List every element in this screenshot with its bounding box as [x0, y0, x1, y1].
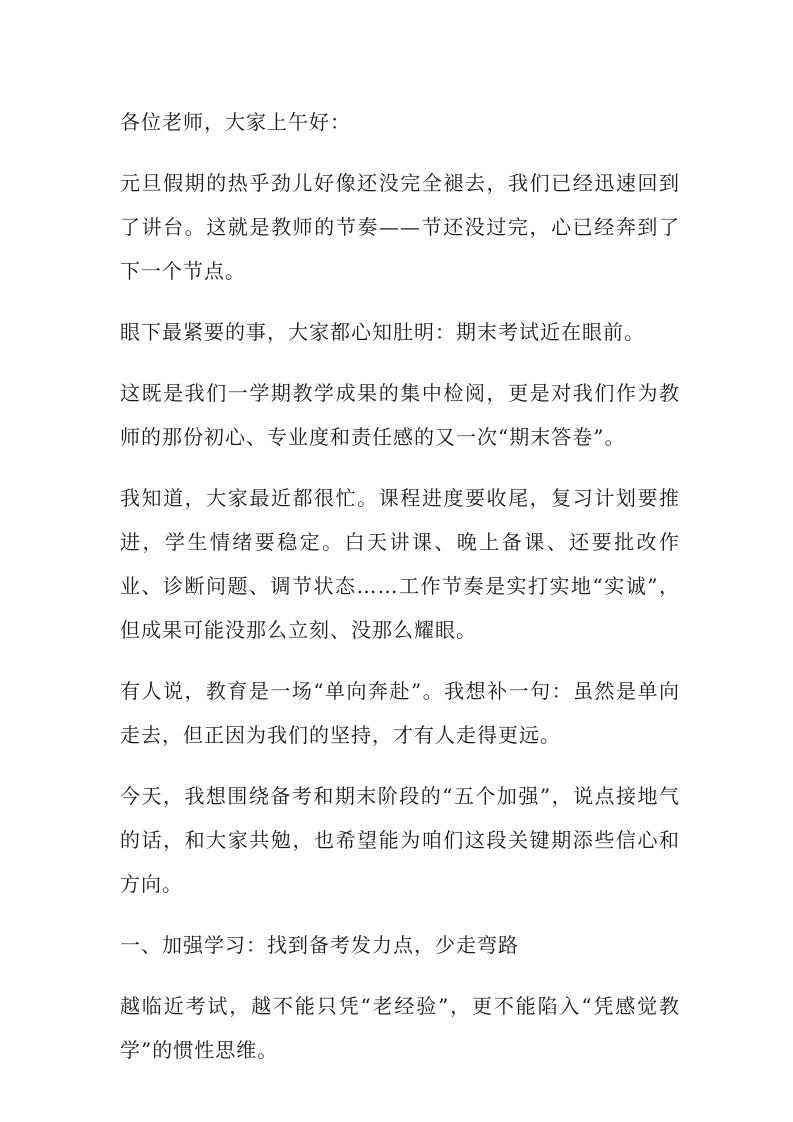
- body-paragraph: 眼下最紧要的事，大家都心知肚明：期末考试近在眼前。: [120, 320, 645, 344]
- body-paragraph: 这既是我们一学期教学成果的集中检阅，更是对我们作为教师的那份初心、专业度和责任感的又一次“期末答卷”。: [120, 381, 680, 449]
- body-paragraph: 元旦假期的热乎劲儿好像还没完全褪去，我们已经迅速回到了讲台。这就是教师的节奏——节还没过完，心已经奔到了下一个节点。: [120, 171, 680, 283]
- body-paragraph: 有人说，教育是一场“单向奔赴”。我想补一句：虽然是单向走去，但正因为我们的坚持，才有人走得更远。: [120, 679, 680, 747]
- document-body: [120, 100, 680, 1089]
- body-paragraph: 越临近考试，越不能只凭“老经验”，更不能陷入“凭感觉教学”的惯性思维。: [120, 994, 680, 1062]
- greeting-paragraph: 各位老师，大家上午好：: [120, 110, 351, 134]
- section-heading: 一、加强学习：找到备考发力点，少走弯路: [120, 933, 519, 957]
- body-paragraph: 今天，我想围绕备考和期末阶段的“五个加强”，说点接地气的话，和大家共勉，也希望能为咱们这段关键期添些信心和方向。: [120, 784, 680, 896]
- body-paragraph: 我知道，大家最近都很忙。课程进度要收尾，复习计划要推进，学生情绪要稳定。白天讲课、晚上备课、还要批改作业、诊断问题、调节状态……工作节奏是实打实地“实诚”，但成果可能没那么立刻、没那么耀眼。: [120, 486, 680, 642]
